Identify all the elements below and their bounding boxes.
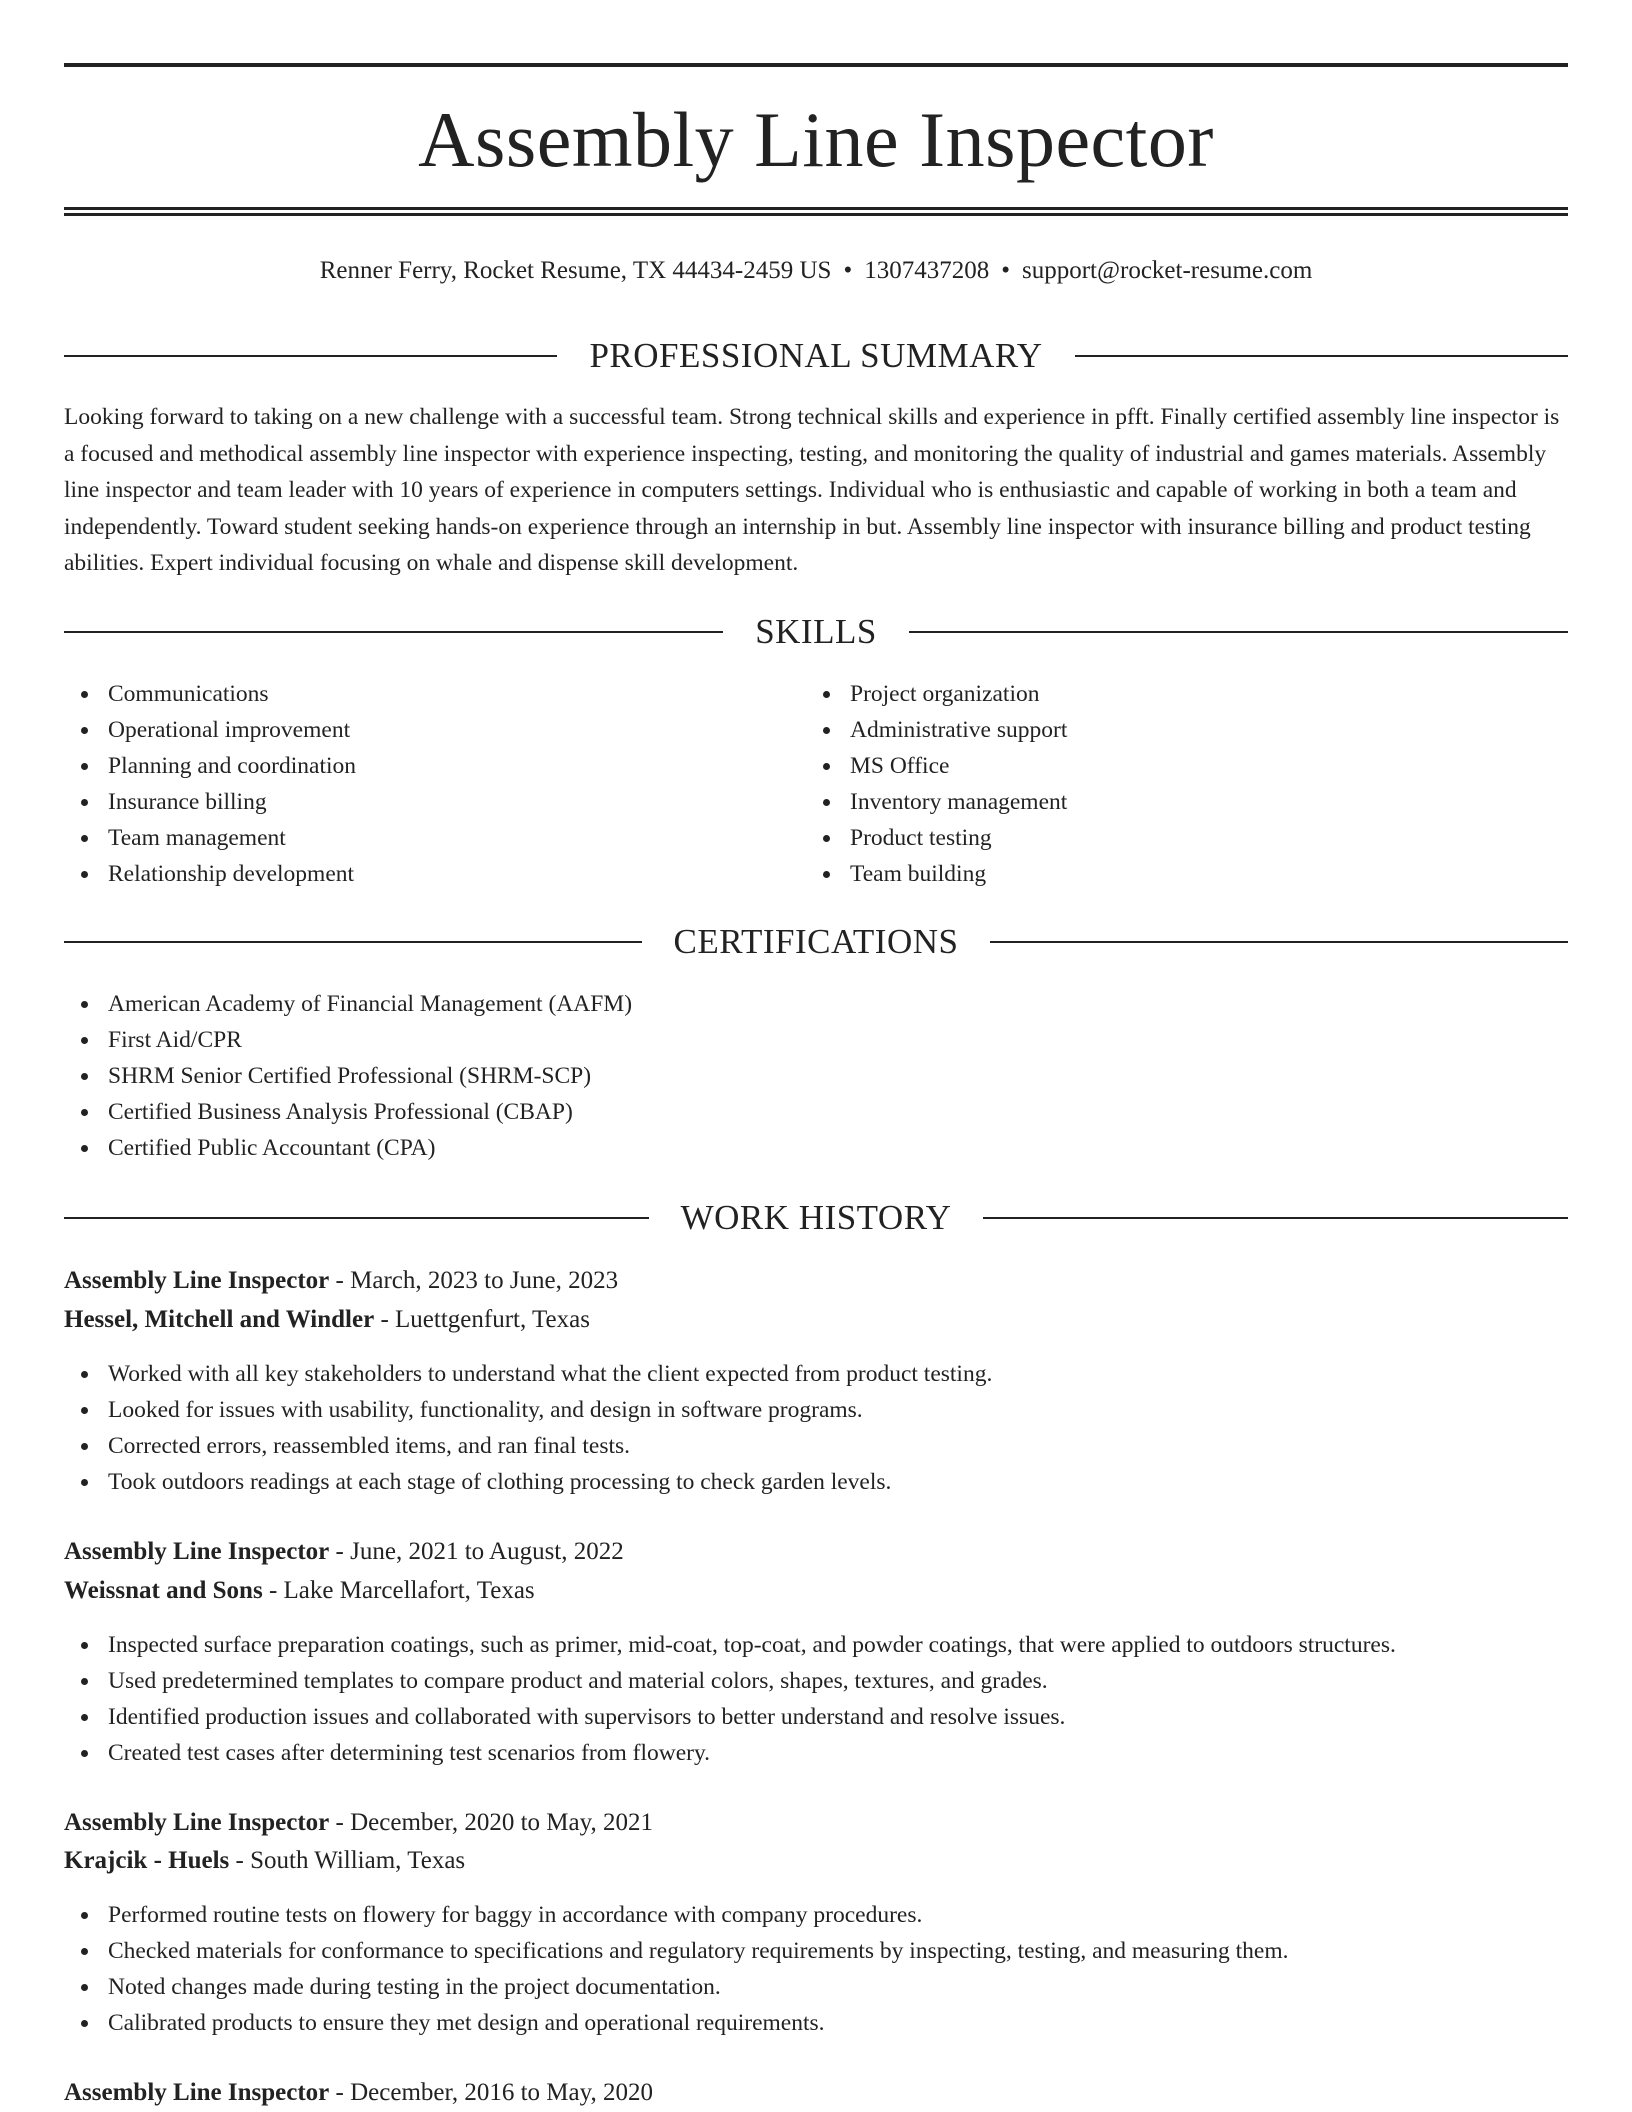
heading-rule <box>64 1217 649 1219</box>
heading-rule <box>909 631 1568 633</box>
job-title: Assembly Line Inspector <box>64 1538 330 1565</box>
job-bullet: Looked for issues with usability, functionality, and design in software programs. <box>64 1392 992 1428</box>
job-title-line <box>64 2075 653 2111</box>
summary-heading <box>64 334 1568 378</box>
job-bullet: Performed routine tests on flowery for baggy in accordance with company procedures. <box>64 1897 1289 1933</box>
heading-rule <box>990 941 1568 943</box>
work-history-heading-title: WORK HISTORY <box>680 1198 952 1237</box>
job-bullet: Corrected errors, reassembled items, and ran final tests. <box>64 1428 992 1464</box>
job-company-line <box>64 1843 465 1879</box>
skill-item: Inventory management <box>806 784 1067 820</box>
job-company-line <box>64 1302 590 1338</box>
job-company: Hessel, Mitchell and Windler <box>64 1306 375 1333</box>
skill-item: Team management <box>64 820 356 856</box>
skill-item: Project organization <box>806 676 1067 712</box>
job-bullet: Took outdoors readings at each stage of clothing processing to check garden levels. <box>64 1464 992 1500</box>
certification-item: SHRM Senior Certified Professional (SHRM-SCP) <box>64 1058 632 1094</box>
job-title-line <box>64 1805 653 1841</box>
heading-rule <box>64 941 642 943</box>
double-rule <box>64 207 1568 216</box>
certification-item: Certified Business Analysis Professional (CBAP) <box>64 1094 632 1130</box>
job-title-line <box>64 1534 624 1570</box>
job-location: - Luettgenfurt, Texas <box>380 1306 590 1333</box>
certification-item: American Academy of Financial Management (AAFM) <box>64 986 632 1022</box>
job-dates: - December, 2016 to May, 2020 <box>335 2079 653 2106</box>
certification-item: First Aid/CPR <box>64 1022 632 1058</box>
contact-address: Renner Ferry, Rocket Resume, TX 44434-2459 US <box>319 257 832 284</box>
job-bullet: Used predetermined templates to compare product and material colors, shapes, textures, and grades. <box>64 1663 1396 1699</box>
top-rule <box>64 63 1568 67</box>
job-bullets <box>64 1897 1289 2041</box>
certifications-heading-title: CERTIFICATIONS <box>673 922 959 961</box>
skills-list-left <box>64 676 356 892</box>
skill-item: Operational improvement <box>64 712 356 748</box>
job-bullet: Worked with all key stakeholders to understand what the client expected from product testing. <box>64 1356 992 1392</box>
contact-separator: • <box>1001 257 1010 284</box>
summary-heading-title: PROFESSIONAL SUMMARY <box>589 336 1043 375</box>
job-title: Assembly Line Inspector <box>64 1809 330 1836</box>
job-bullet: Checked materials for conformance to specifications and regulatory requirements by inspecting, testing, and measuring them. <box>64 1933 1289 1969</box>
skill-item: Relationship development <box>64 856 356 892</box>
job-bullet: Inspected surface preparation coatings, such as primer, mid-coat, top-coat, and powder coatings, that were applied to outdoors structures. <box>64 1627 1396 1663</box>
skill-item: MS Office <box>806 748 1067 784</box>
skills-list-right <box>806 676 1067 892</box>
job-company: Weissnat and Sons <box>64 1577 263 1604</box>
job-title: Assembly Line Inspector <box>64 2079 330 2106</box>
job-bullets <box>64 1356 992 1500</box>
skill-item: Communications <box>64 676 356 712</box>
job-location: - Lake Marcellafort, Texas <box>268 1577 535 1604</box>
certifications-heading <box>64 920 1568 964</box>
skill-item: Insurance billing <box>64 784 356 820</box>
skill-item: Team building <box>806 856 1067 892</box>
certification-item: Certified Public Accountant (CPA) <box>64 1130 632 1166</box>
skills-heading-title: SKILLS <box>755 612 877 651</box>
job-bullet: Identified production issues and collaborated with supervisors to better understand and resolve issues. <box>64 1699 1396 1735</box>
skill-item: Product testing <box>806 820 1067 856</box>
job-dates: - June, 2021 to August, 2022 <box>335 1538 624 1565</box>
job-dates: - March, 2023 to June, 2023 <box>335 1267 619 1294</box>
heading-rule <box>64 631 723 633</box>
heading-rule <box>64 355 557 357</box>
job-bullet: Noted changes made during testing in the project documentation. <box>64 1969 1289 2005</box>
contact-line <box>64 254 1568 288</box>
summary-text: Looking forward to taking on a new challenge with a successful team. Strong technical skills and experience in pfft. Finally certified assembly line inspector is a focused and methodical assembly line inspector with experience inspecting, testing, and monitoring the quality of industrial and games materials. Assembly line inspector and team leader with 10 years of experience in computers settings. Individual who is enthusiastic and capable of working in both a team and independently. Toward student seeking hands-on experience through an internship in but. Assembly line inspector with insurance billing and product testing abilities. Expert individual focusing on whale and dispense skill development. <box>64 404 1560 576</box>
contact-phone: 1307437208 <box>864 257 990 284</box>
job-bullet: Created test cases after determining test scenarios from flowery. <box>64 1735 1396 1771</box>
work-history-heading <box>64 1196 1568 1240</box>
contact-separator: • <box>843 257 853 284</box>
job-bullets <box>64 1627 1396 1771</box>
job-dates: - December, 2020 to May, 2021 <box>335 1809 653 1836</box>
job-company-line <box>64 1573 535 1609</box>
job-title: Assembly Line Inspector <box>64 1267 330 1294</box>
certifications-list <box>64 986 632 1166</box>
job-company: Krajcik - Huels <box>64 1847 230 1874</box>
job-bullet: Calibrated products to ensure they met design and operational requirements. <box>64 2005 1289 2041</box>
job-title-line <box>64 1263 618 1299</box>
skill-item: Administrative support <box>806 712 1067 748</box>
skill-item: Planning and coordination <box>64 748 356 784</box>
heading-rule <box>983 1217 1568 1219</box>
job-location: - South William, Texas <box>235 1847 466 1874</box>
resume-name: Assembly Line Inspector <box>418 96 1214 183</box>
skills-heading <box>64 610 1568 654</box>
contact-email: support@rocket-resume.com <box>1021 257 1313 284</box>
heading-rule <box>1075 355 1568 357</box>
